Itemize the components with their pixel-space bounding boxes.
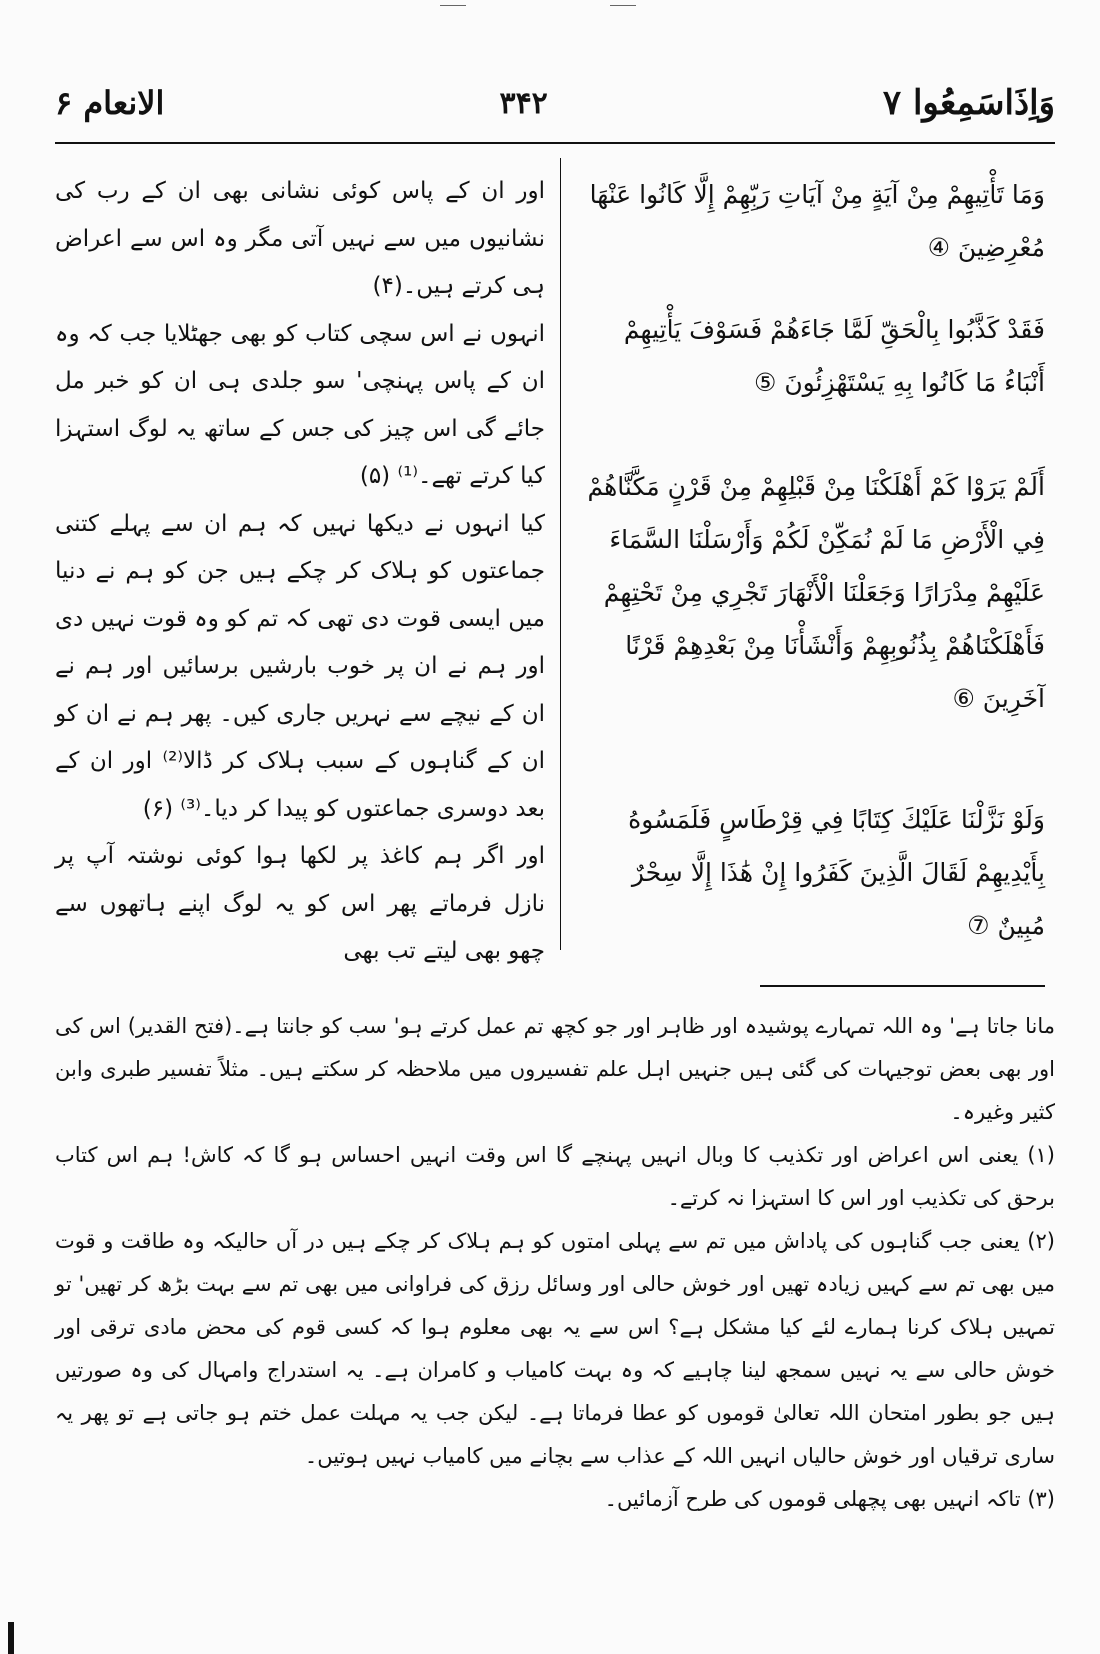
urdu-translation-column [55, 168, 545, 976]
translation-6: کیا انہوں نے دیکھا نہیں کہ ہم ان سے پہلے کتنی جماعتوں کو ہلاک کر چکے ہیں جن کو ہم نے دنیا میں ایسی قوت دی تھی کہ تم کو وہ قوت نہیں دی اور ہم نے ان پر خوب بارشیں برسائیں اور ہم نے ان کے نیچے سے نہریں جاری کیں۔ پھر ہم نے ان کو ان کے گناہوں کے سبب ہلاک کر ڈالا⁽²⁾ اور ان کے بعد دوسری جماعتوں کو پیدا کر دیا۔⁽³⁾ (۶) [55, 510, 545, 822]
column-divider [560, 158, 561, 950]
juz-title: وَاِذَاسَمِعُوا ۷ [882, 83, 1055, 123]
ayah-4: وَمَا تَأْتِيهِمْ مِنْ آيَةٍ مِنْ آيَاتِ رَبِّهِمْ إِلَّا كَانُوا عَنْهَا مُعْرِضِينَ ④ [589, 180, 1045, 262]
footnotes-section [55, 1005, 1055, 1521]
ayah-7: وَلَوْ نَزَّلْنَا عَلَيْكَ كِتَابًا فِي قِرْطَاسٍ فَلَمَسُوهُ بِأَيْدِيهِمْ لَقَالَ الَّذِينَ كَفَرُوا إِنْ هَٰذَا إِلَّا سِحْرٌ مُبِينٌ ⑦ [628, 805, 1045, 940]
footnote-2: (۲) یعنی جب گناہوں کی پاداش میں تم سے پہلی امتوں کو ہم ہلاک کر چکے ہیں در آں حالیکہ وہ طاقت و قوت میں بھی تم سے کہیں زیادہ تھیں اور خوش حالی اور وسائل رزق کی فراوانی میں بھی تم سے بہت بڑھ کر تھیں' تو تمہیں ہلاک کرنا ہمارے لئے کیا مشکل ہے؟ اس سے یہ بھی معلوم ہوا کہ کسی قوم کی محض مادی ترقی اور خوش حالی سے یہ نہیں سمجھ لینا چاہیے کہ وہ بہت کامیاب و کامران ہے۔ یہ استدراج وامہال کی وہ صورتیں ہیں جو بطور امتحان اللہ تعالیٰ قوموں کو عطا فرماتا ہے۔ لیکن جب یہ مہلت عمل ختم ہو جاتی ہے تو پھر یہ ساری ترقیاں اور خوش حالیاں انہیں اللہ کے عذاب سے بچانے میں کامیاب نہیں ہوتیں۔ [55, 1229, 1055, 1468]
scan-corner-mark [8, 1622, 14, 1654]
translation-5: انہوں نے اس سچی کتاب کو بھی جھٹلایا جب کہ وہ ان کے پاس پہنچی' سو جلدی ہی ان کو خبر مل جائے گی اس چیز کی جس کے ساتھ یہ لوگ استہزا کیا کرتے تھے۔⁽¹⁾ (۵) [55, 320, 545, 489]
top-tick-marks [430, 0, 650, 10]
footnote-1: (۱) یعنی اس اعراض اور تکذیب کا وبال انہیں پہنچے گا اس وقت انہیں احساس ہو گا کہ کاش! ہم اس کتاب برحق کی تکذیب اور اس کا استہزا نہ کرتے۔ [55, 1143, 1055, 1210]
page-number: ۳۴۲ [499, 85, 548, 121]
header-divider [55, 142, 1055, 144]
translation-7: اور اگر ہم کاغذ پر لکھا ہوا کوئی نوشتہ آپ پر نازل فرماتے پھر اس کو یہ لوگ اپنے ہاتھوں سے چھو بھی لیتے تب بھی [55, 843, 545, 964]
translation-4: اور ان کے پاس کوئی نشانی بھی ان کے رب کی نشانیوں میں سے نہیں آتی مگر وہ اس سے اعراض ہی کرتے ہیں۔(۴) [55, 178, 545, 299]
footnote-divider [760, 985, 1045, 987]
footnote-3: (۳) تاکہ انہیں بھی پچھلی قوموں کی طرح آزمائیں۔ [604, 1487, 1055, 1511]
footnote-continued: مانا جاتا ہے' وہ اللہ تمہارے پوشیدہ اور ظاہر اور جو کچھ تم عمل کرتے ہو' سب کو جانتا ہے۔(فتح القدیر) اس کی اور بھی بعض توجیہات کی گئی ہیں جنہیں اہل علم تفسیروں میں ملاحظہ کر سکتے ہیں۔ مثلاً تفسیر طبری وابن کثیر وغیرہ۔ [55, 1014, 1055, 1124]
ayah-5: فَقَدْ كَذَّبُوا بِالْحَقِّ لَمَّا جَاءَهُمْ فَسَوْفَ يَأْتِيهِمْ أَنْبَاءُ مَا كَانُوا بِهِ يَسْتَهْزِئُونَ ⑤ [623, 315, 1045, 397]
ayah-6: أَلَمْ يَرَوْا كَمْ أَهْلَكْنَا مِنْ قَبْلِهِمْ مِنْ قَرْنٍ مَكَّنَّاهُمْ فِي الْأَرْضِ مَا لَمْ نُمَكِّنْ لَكُمْ وَأَرْسَلْنَا السَّمَاءَ عَلَيْهِمْ مِدْرَارًا وَجَعَلْنَا الْأَنْهَارَ تَجْرِي مِنْ تَحْتِهِمْ فَأَهْلَكْنَاهُمْ بِذُنُوبِهِمْ وَأَنْشَأْنَا مِنْ بَعْدِهِمْ قَرْنًا آخَرِينَ ⑥ [587, 472, 1045, 713]
page-header [55, 75, 1055, 131]
surah-title: الانعام ۶ [55, 84, 165, 122]
